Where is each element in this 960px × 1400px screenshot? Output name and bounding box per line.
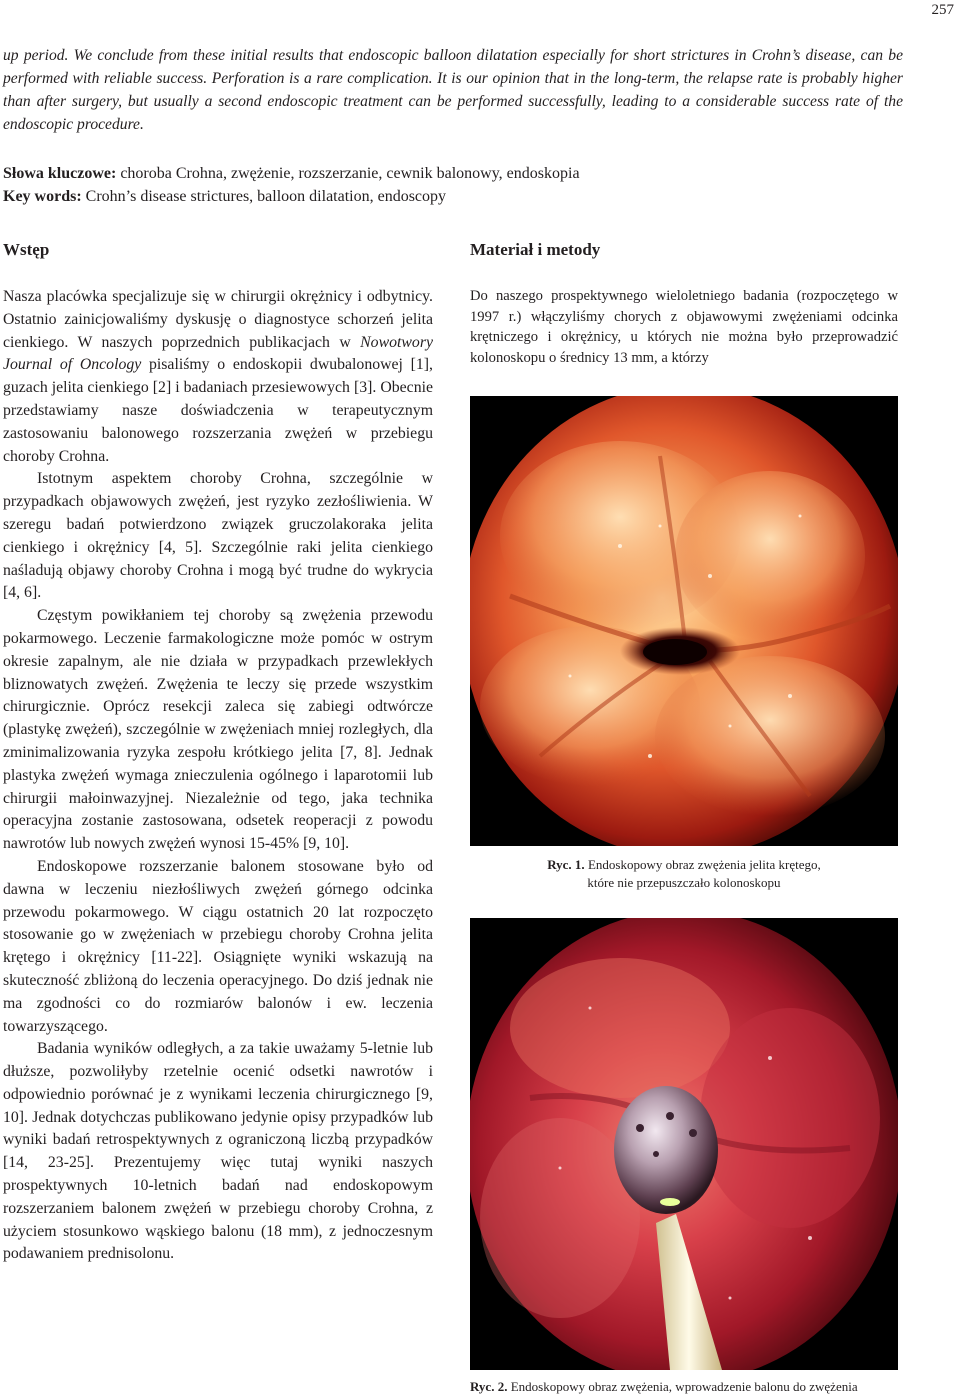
intro-paragraph-5: Badania wyników odległych, a za takie uważamy 5-letnie lub dłuższe, pozwoliłyby rzetelnie ocenić odsetki nawrotów i odpowiednio porównać je z wynikami leczenia chirurgicznego [9, 10]. Jednak dotychczas publikowano jedynie opisy przypadków lub wyniki badań retrospektywnych z ograniczoną liczbą przypadków [14, 23-25]. Prezentujemy więc tutaj wyniki naszych prospektywnych 10-letnich badań nad endoskopowym rozszerzaniem balonem zwężeń w przebiegu choroby Crohna, z użyciem stosunkowo wąskiego balonu (18 mm), z jednoczesnym podawaniem prednisolonu. (3, 1040, 433, 1263)
figure-1-endoscopy-image (470, 396, 898, 846)
figure-1-caption-text-1: Endoskopowy obraz zwężenia jelita krętego, (584, 857, 821, 872)
figure-1-caption (470, 856, 898, 892)
methods-heading: Materiał i metody (470, 240, 601, 259)
keywords-polish-label: Słowa kluczowe: (3, 165, 117, 182)
page-number: 257 (931, 2, 954, 18)
keywords-english-text: Crohn’s disease strictures, balloon dilatation, endoscopy (81, 188, 447, 205)
figure-2-illustration (470, 918, 898, 1370)
figure-2-endoscopy-image (470, 918, 898, 1370)
intro-paragraph-1 (3, 286, 433, 468)
methods-text: Do naszego prospektywnego wieloletniego badania (rozpoczętego w 1997 r.) włączyliśmy chorych z objawowymi zwężeniami odcinka krętniczego i okrężnicy, u których nie można było przeprowadzić kolonoskopu o średnicy 13 mm, a którzy (470, 288, 898, 366)
figure-2-caption (470, 1378, 910, 1396)
keywords-polish (3, 162, 903, 185)
figure-1-caption-line-1 (470, 856, 898, 874)
intro-heading: Wstęp (3, 240, 50, 259)
keywords-english (3, 185, 903, 208)
intro-paragraph-3: Częstym powikłaniem tej choroby są zwężenia przewodu pokarmowego. Leczenie farmakologiczne może pomóc w ostrym okresie zapalnym, ale nie działa w przypadkach przewlekłych bliznowatych zwężeń. Zwężenia te leczy się przede wszystkim chirurgicznie. Oprócz resekcji zaleca się zabiegi odtwórcze (plastykę zwężeń), szczególnie w zwężeniach mniej rozległych, dla zminimalizowania ryzyka zespołu krótkiego jelita [7, 8]. Jednak plastyka zwężeń wymaga znieczulenia ogólnego i laparotomii lub chirurgii małoinwazyjnej. Niezależnie od tego, jaka technika operacyjna zostanie zastosowana, odsetek reoperacji z powodu nawrotów lub nowych zwężeń wynosi 15-45% [9, 10]. (3, 607, 433, 853)
keywords-english-label: Key words: (3, 188, 82, 205)
figure-2-caption-text: Endoskopowy obraz zwężenia, wprowadzenie balonu do zwężenia (507, 1379, 858, 1394)
intro-paragraph-2: Istotnym aspektem choroby Crohna, szczególnie w przypadkach objawowych zwężeń, jest ryzyko zezłośliwienia. W szeregu badań potwierdzono związek gruczolakoraka jelita cienkiego i okrężnicy [4, 5]. Szczególnie raki jelita cienkiego naśladują objawy choroby Crohna i mogą być trudne do wykrycia [4, 6]. (3, 470, 433, 602)
intro-body (3, 286, 433, 1266)
intro-paragraph-1-part-b: pisaliśmy o endoskopii dwubalonowej [1], guzach jelita cienkiego [2] i badaniach przesiewowych [3]. Obecnie przedstawiamy nasze doświadczenia w terapeutycznym zastosowaniu balonowego rozszerzania zwężeń w przebiegu choroby Crohna. (3, 356, 434, 465)
keywords-block (3, 162, 903, 208)
intro-paragraph-4: Endoskopowe rozszerzanie balonem stosowane było od dawna w leczeniu niezłośliwych zwężeń górnego odcinka przewodu pokarmowego. W ciągu ostatnich 20 lat rozpoczęto stosowanie go w zwężeniach w przebiegu choroby Crohna jelita krętego i okrężnicy [11-22]. Osiągnięte wyniki wskazują na skuteczność zbliżoną do leczenia operacyjnego. Do dziś jednak nie ma zgodności co do rozmiarów balonów i ew. leczenia towarzyszącego. (3, 857, 433, 1035)
figure-1-illustration (470, 396, 898, 846)
keywords-polish-text: choroba Crohna, zwężenie, rozszerzanie, cewnik balonowy, endoskopia (116, 165, 580, 182)
abstract-tail: up period. We conclude from these initial results that endoscopic balloon dilatation especially for short strictures in Crohn’s disease, can be performed with reliable success. Perforation is a rare complication. It is our opinion that in the long-term, the relapse rate is probably higher than after surgery, but usually a second endoscopic treatment can be performed successfully, leading to a considerable success rate of the endoscopic procedure. (3, 47, 903, 133)
journal-title: Nowotwory Journal of Oncology (3, 333, 433, 374)
figure-2-label: Ryc. 2. (470, 1379, 508, 1394)
intro-paragraph-1-part-a: Nasza placówka specjalizuje się w chirurgii okrężnicy i odbytnicy. Ostatnio zainicjowaliśmy dyskusję o diagnostyce schorzeń jelita cienkiego. W naszych poprzednich publikacjach w (3, 288, 433, 351)
figure-1-label: Ryc. 1. (547, 857, 585, 872)
figure-1-caption-line-2: które nie przepuszczało kolonoskopu (587, 875, 781, 890)
